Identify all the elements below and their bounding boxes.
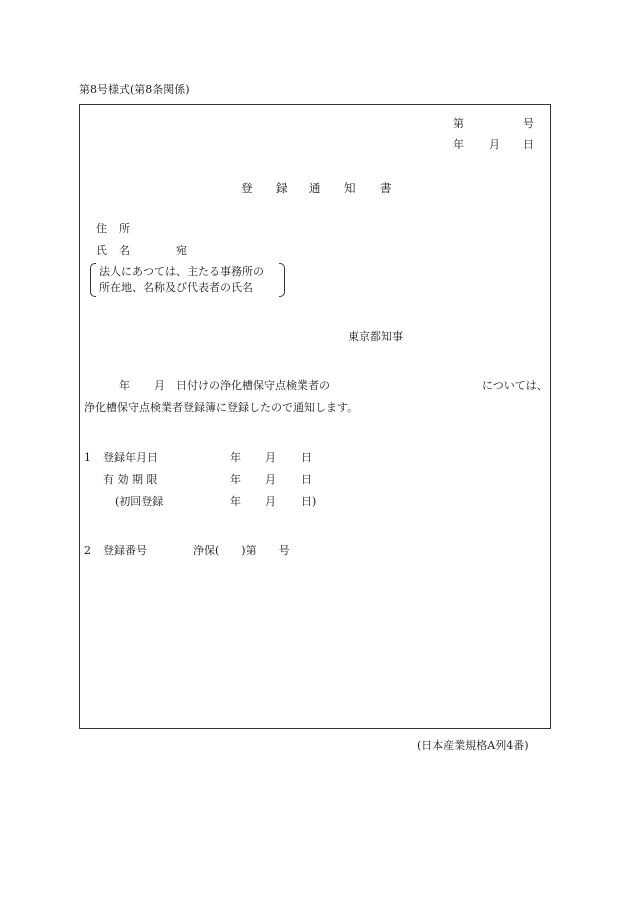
date-month: 月: [489, 138, 500, 151]
title-char: 通: [309, 181, 321, 195]
validity-day: 日: [301, 473, 312, 486]
item1-year: 年: [230, 451, 241, 464]
item1-number: 1: [84, 451, 91, 464]
address-label-1: 住: [96, 222, 107, 235]
form-frame: [79, 104, 551, 729]
item2-value: 浄保( )第 号: [193, 544, 290, 557]
initial-day: 日): [301, 495, 317, 508]
title-char: 書: [380, 181, 392, 195]
body-text-a: 日付けの浄化槽保守点検業者の: [176, 379, 330, 392]
validity-label: 有 効 期 限: [103, 473, 158, 486]
issuer: 東京都知事: [348, 330, 403, 343]
bracket-left: [90, 263, 96, 297]
bracket-right: [279, 263, 285, 297]
item2-number: 2: [84, 544, 91, 557]
initial-month: 月: [265, 495, 276, 508]
address-label-2: 所: [119, 222, 130, 235]
item2-label: 登録番号: [103, 544, 147, 557]
date-year: 年: [453, 138, 464, 151]
validity-year: 年: [230, 473, 241, 486]
item1-month: 月: [265, 451, 276, 464]
date-day: 日: [523, 138, 534, 151]
title-char: 録: [276, 181, 288, 195]
body-year: 年: [119, 379, 130, 392]
body-text-b: については、: [482, 379, 548, 392]
body-month: 月: [154, 379, 165, 392]
corporate-note-line2: 所在地、名称及び代表者の氏名: [99, 281, 253, 294]
title-char: 知: [344, 181, 356, 195]
name-label-1: 氏: [96, 244, 107, 257]
title-char: 登: [241, 181, 253, 195]
form-identifier: 第8号様式(第8条関係): [79, 83, 190, 96]
number-dai: 第: [453, 117, 464, 130]
body-line2: 浄化槽保守点検業者登録簿に登録したので通知します。: [84, 401, 359, 414]
number-go: 号: [523, 117, 534, 130]
name-label-2: 名: [119, 244, 130, 257]
corporate-note-line1: 法人にあつては、主たる事務所の: [99, 265, 264, 278]
item1-label: 登録年月日: [103, 451, 158, 464]
initial-label: (初回登録: [115, 495, 164, 508]
initial-year: 年: [230, 495, 241, 508]
item1-day: 日: [301, 451, 312, 464]
paper-size-note: (日本産業規格A列4番): [417, 739, 529, 752]
addressee-ate: 宛: [176, 244, 187, 257]
validity-month: 月: [265, 473, 276, 486]
